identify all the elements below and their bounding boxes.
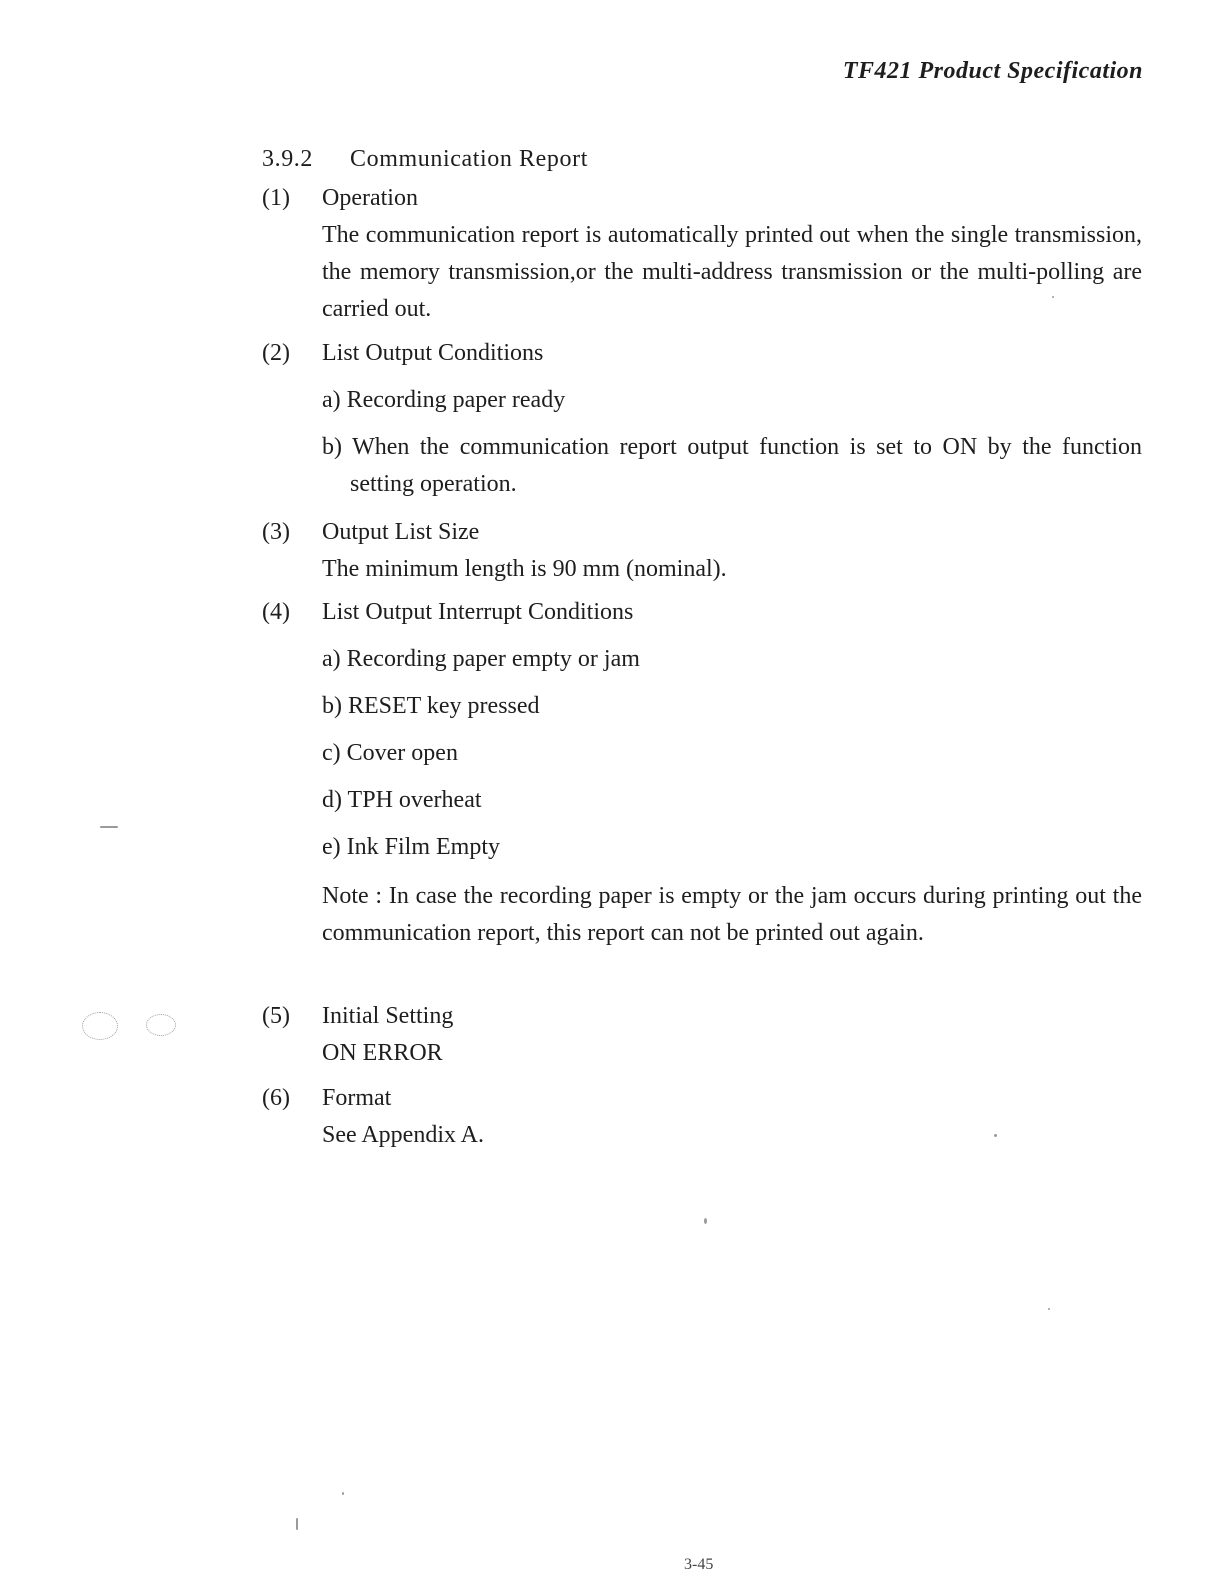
item-marker: (2) [262, 340, 290, 366]
item-marker: (3) [262, 519, 290, 545]
item-text: The communication report is automatically printed out when the single transmission, the memory transmission,or the multi-address transmission or the multi-polling are carried out. [322, 222, 1142, 322]
sub-item: a) Recording paper empty or jam [322, 646, 640, 672]
scan-speck [994, 1134, 997, 1137]
item-output-list-size [262, 514, 1142, 588]
item-text: The minimum length is 90 mm (nominal). [322, 556, 727, 582]
sub-item: e) Ink Film Empty [322, 834, 500, 860]
item-format [262, 1080, 1142, 1154]
scan-speck [82, 1012, 118, 1040]
sub-item: b) RESET key pressed [322, 693, 540, 719]
item-marker: (6) [262, 1085, 290, 1111]
item-heading: Format [322, 1085, 392, 1111]
item-initial-setting [262, 998, 1142, 1072]
sub-item: a) Recording paper ready [322, 387, 566, 413]
item-marker: (1) [262, 185, 290, 211]
sub-item: b) When the communication report output function is set to ON by the function setting operation. [322, 434, 1142, 497]
page-number: 3-45 [684, 1556, 714, 1573]
scan-speck [1048, 1308, 1050, 1310]
item-list-output-conditions [262, 335, 1142, 503]
item-marker: (5) [262, 1003, 290, 1029]
item-heading: Initial Setting [322, 1003, 454, 1029]
item-list-output-interrupt-conditions [262, 594, 1142, 952]
scan-speck [342, 1492, 344, 1495]
scan-speck [146, 1014, 176, 1036]
scan-speck [296, 1518, 298, 1530]
item-heading: Operation [322, 185, 418, 211]
section-title: Communication Report [350, 146, 588, 172]
item-heading: Output List Size [322, 519, 480, 545]
section-number: 3.9.2 [262, 146, 313, 172]
item-heading: List Output Conditions [322, 340, 544, 366]
item-marker: (4) [262, 599, 290, 625]
running-header: TF421 Product Specification [842, 58, 1143, 84]
sub-item: c) Cover open [322, 740, 458, 766]
item-text: See Appendix A. [322, 1122, 484, 1148]
scan-speck [704, 1218, 707, 1224]
item-operation [262, 180, 1142, 328]
sub-item: d) TPH overheat [322, 787, 482, 813]
note-text: Note : In case the recording paper is empty or the jam occurs during printing out the communication report, this report can not be printed out again. [322, 883, 1142, 946]
item-text: ON ERROR [322, 1040, 443, 1066]
item-heading: List Output Interrupt Conditions [322, 599, 634, 625]
scan-speck [1052, 296, 1054, 298]
scan-speck [100, 826, 118, 828]
section-heading [262, 146, 588, 173]
